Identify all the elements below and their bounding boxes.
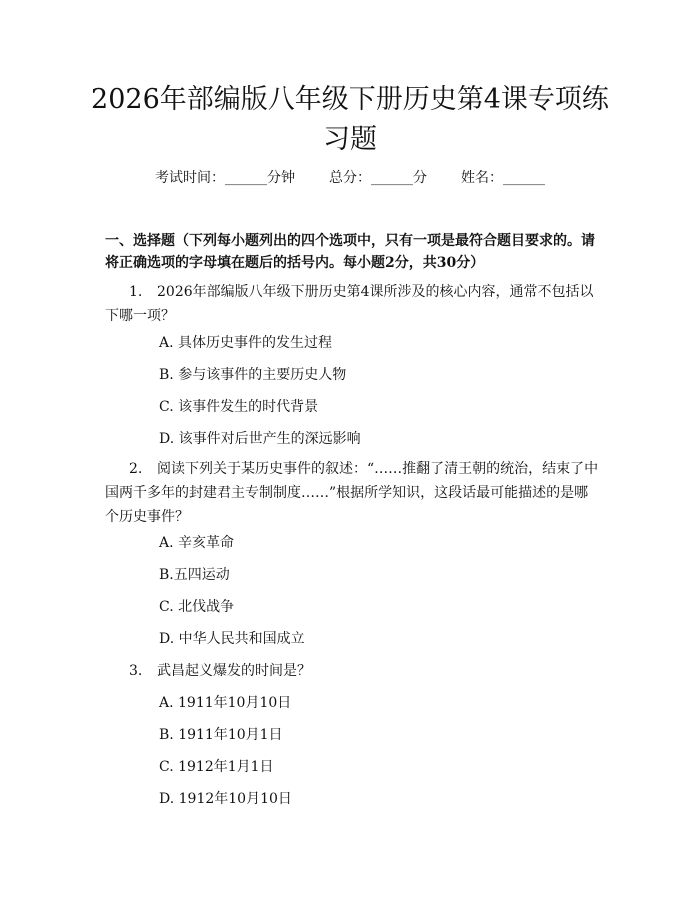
question-1-option-d: D. 该事件对后世产生的深远影响	[159, 431, 361, 447]
question-number: 2.	[129, 461, 143, 477]
question-2-option-d: D. 中华人民共和国成立	[159, 631, 305, 647]
question-text: 武昌起义爆发的时间是？	[157, 663, 311, 679]
exam-time-label: 考试时间：______分钟	[155, 170, 295, 186]
question-1-option-a: A. 具体历史事件的发生过程	[159, 335, 333, 351]
total-score-label: 总分：______分	[329, 170, 427, 186]
question-1-option-b: B. 参与该事件的主要历史人物	[159, 367, 347, 383]
question-text: 阅读下列关于某历史事件的叙述：“……推翻了清王朝的统治，结束了中国两千多年的封建君主专制制度……”根据所学知识，这段话最可能描述的是哪个历史事件？	[105, 461, 599, 525]
question-number: 1.	[129, 284, 143, 300]
question-3-option-c: C. 1912年1月1日	[159, 759, 274, 775]
question-number: 3.	[129, 663, 143, 679]
question-3-option-d: D. 1912年10月10日	[159, 791, 292, 807]
question-3-option-a: A. 1911年10月10日	[159, 695, 292, 711]
question-2	[105, 457, 600, 529]
document-title: 2026年部编版八年级下册历史第4课专项练习题	[91, 84, 609, 155]
student-name-label: 姓名：______	[461, 170, 545, 186]
question-1-option-c: C. 该事件发生的时代背景	[159, 399, 319, 415]
question-2-option-b: B.五四运动	[159, 567, 230, 583]
question-1	[105, 280, 600, 328]
question-2-option-c: C. 北伐战争	[159, 599, 235, 615]
section-heading: 一、选择题（下列每小题列出的四个选项中，只有一项是最符合题目要求的。请将正确选项的字母填在题后的括号内。每小题2分，共30分）	[105, 233, 595, 271]
question-2-option-a: A. 辛亥革命	[159, 535, 235, 551]
question-text: 2026年部编版八年级下册历史第4课所涉及的核心内容，通常不包括以下哪一项？	[105, 284, 594, 324]
exam-info-line	[0, 168, 700, 188]
question-3-option-b: B. 1911年10月1日	[159, 727, 283, 743]
question-3	[105, 659, 600, 683]
